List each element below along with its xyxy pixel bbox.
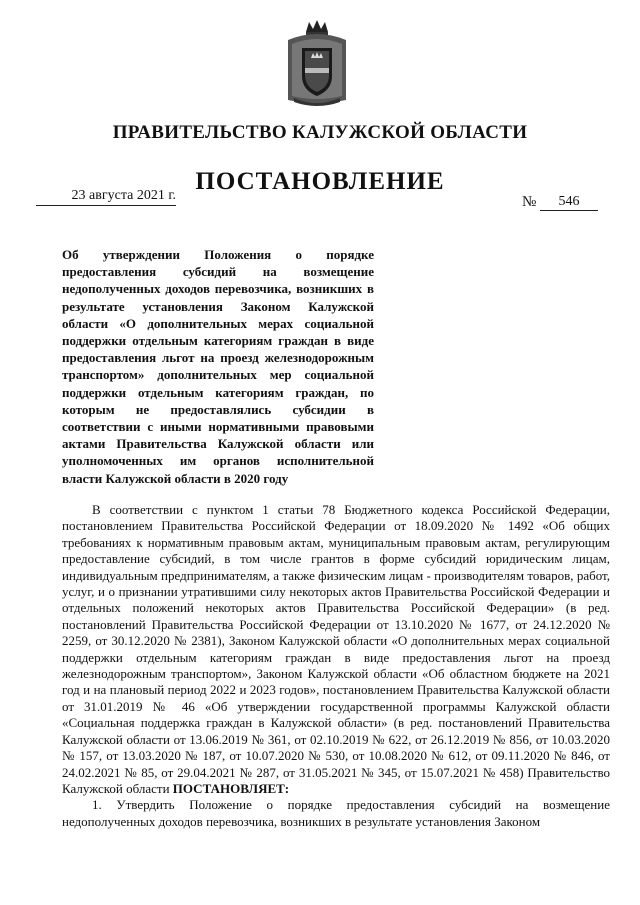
kaluga-coat-of-arms-icon [284,18,350,106]
number-label: № [522,194,537,210]
document-type: ПОСТАНОВЛЕНИЕ [195,168,445,195]
document-subject: Об утверждении Положения о порядке предоставления субсидий на возмещение недополученных доходов перевозчика, возникших в результате установления Законом Калужской области «О дополнительных мерах социальной поддержки отдельным категориям граждан в виде предоставления льгот на проезд железнодорожным транспортом» дополнительных мер социальной поддержки отдельным категориям граждан, по которым не предоставлялись субсидии в соответствии с иными нормативными правовыми актами Правительства Калужской области или уполномоченных им органов исполнительной власти Калужской области в 2020 году [62,247,374,486]
decree-word: ПОСТАНОВЛЯЕТ: [172,780,290,796]
preamble-text: В соответствии с пунктом 1 статьи 78 Бюджетного кодекса Российской Федерации, постановлением Правительства Российской Федерации от 18.09.2020 № 1492 «Об общих требованиях к нормативным правовым актам, муниципальным правовым актам, регулирующим предоставление субсидий, в том числе грантов в форме субсидий юридическим лицам, индивидуальным предпринимателям, а также физическим лицам - производителям товаров, работ, услуг, и о признании утратившими силу некоторых актов Правительства Российской Федерации и отдельных положений некоторых актов Правительства Российской Федерации» (в ред. постановлений Правительства Российской Федерации от 13.10.2020 № 1677, от 24.12.2020 № 2259, от 30.12.2020 № 2381), Законом Калужской области «О дополнительных мерах социальной поддержки отдельным категориям граждан в виде предоставления льгот на проезд железнодорожным транспортом», Законом Калужской области «Об областном бюджете на 2021 год и на плановый период 2022 и 2023 годов», постановлением Правительства Калужской области от 31.01.2019 № 46 «Об утверждении государственной программы Калужской области «Социальная поддержка граждан в Калужской области» (в ред. постановлений Правительства Калужской области от 13.06.2019 № 361, от 02.10.2019 № 622, от 26.12.2019 № 856, от 10.03.2020 № 157, от 13.03.2020 № 187, от 10.07.2020 № 530, от 10.08.2020 № 612, от 09.11.2020 № 846, от 24.02.2021 № 85, от 29.04.2021 № 287, от 31.05.2021 № 345, от 15.07.2021 № 458) Правительство Калужской области [62,502,610,796]
document-date: 23 августа 2021 г. [36,188,176,206]
body-paragraph: 1. Утвердить Положение о порядке предоставления субсидий на возмещение недополученных доходов перевозчика, возникших в результате установления Законом [62,797,610,829]
document-number: 546 [540,194,598,211]
government-title: ПРАВИТЕЛЬСТВО КАЛУЖСКОЙ ОБЛАСТИ [112,122,528,143]
body-paragraph [62,502,610,797]
document-body [62,502,610,830]
